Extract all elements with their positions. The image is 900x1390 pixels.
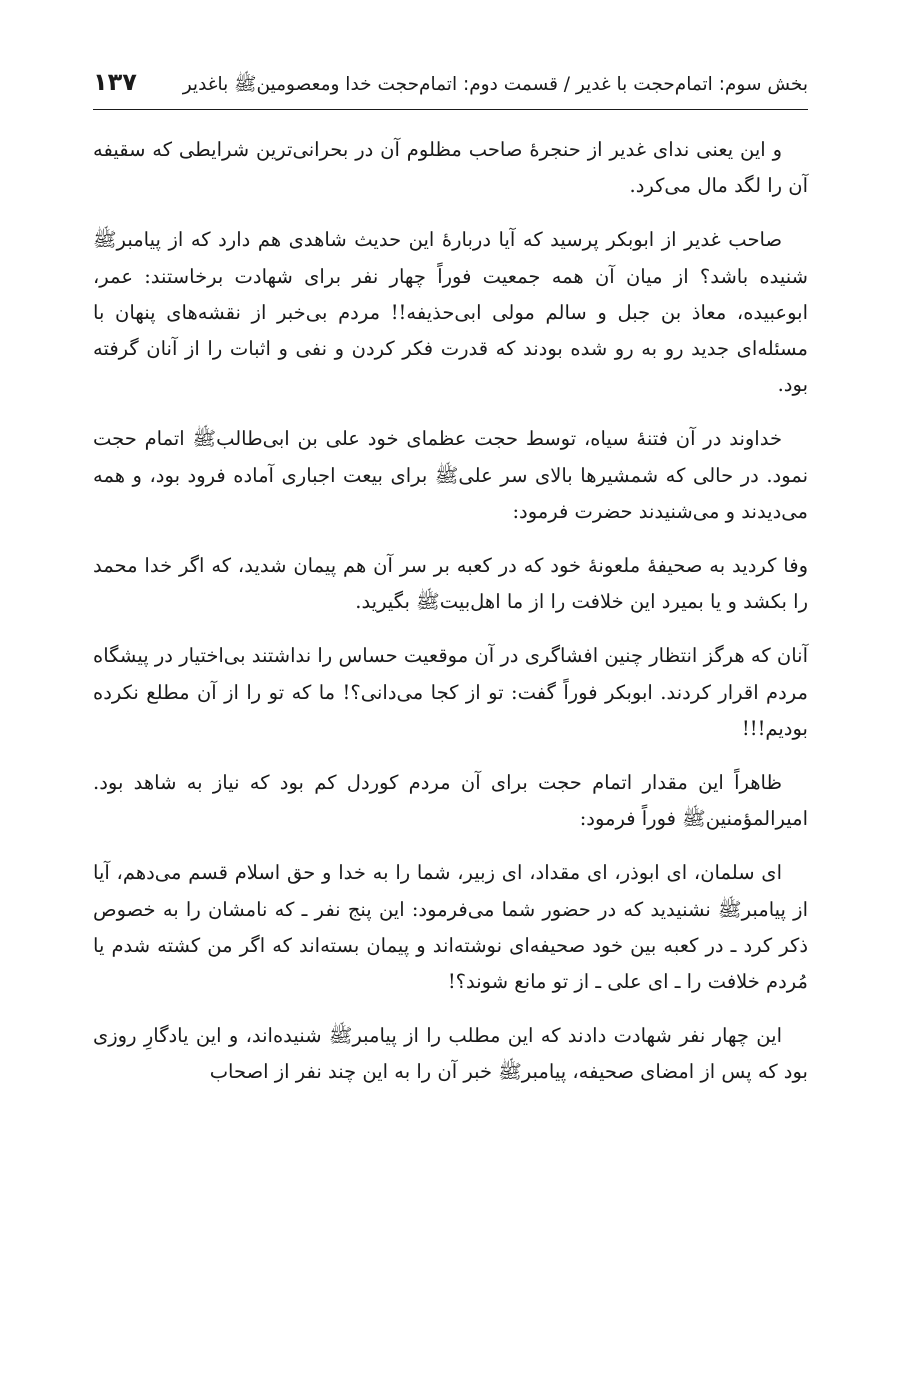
running-header	[93, 62, 808, 110]
paragraph-1: و این یعنی ندای غدیر از حنجرهٔ صاحب مظلوم آن در بحرانی‌ترین شرایطی که سقیفه آن را لگد مال می‌کرد.	[93, 138, 808, 198]
paragraph-3: خداوند در آن فتنهٔ سیاه، توسط حجت عظمای خود علی بن ابی‌طالبﷺ اتمام حجت نمود. در حالی که شمشیرها بالای سر علیﷺ برای بیعت اجباری آماده فرود بود، و همه می‌دیدند و می‌شنیدند حضرت فرمود:	[93, 427, 808, 523]
header-title: بخش سوم: اتمام‌حجت با غدیر / قسمت دوم: اتمام‌حجت خدا ومعصومینﷺ باغدیر	[182, 74, 808, 95]
paragraph-2: صاحب غدیر از ابوبکر پرسید که آیا دربارهٔ این حدیث شاهدی هم دارد که از پیامبرﷺ شنیده باشد؟ از میان آن همه جمعیت فوراً چهار نفر برای شهادت برخاستند: عمر، ابوعبیده، معاذ بن جبل و سالم مولی ابی‌حذیفه!! مردم بی‌خبر از نقشه‌های پنهان با مسئله‌ای جدید رو به رو شده بودند که قدرت فکر کردن و نفی و اثبات را از آنان گرفته بود.	[93, 228, 808, 397]
paragraph-6: ظاهراً این مقدار اتمام حجت برای آن مردم کوردل کم بود که نیاز به شاهد بود. امیرالمؤمنینﷺ فوراً فرمود:	[93, 771, 808, 831]
book-page	[93, 62, 808, 1091]
body-text	[93, 132, 808, 1091]
paragraph-quote-2: ای سلمان، ای ابوذر، ای مقداد، ای زبیر، شما را به خدا و حق اسلام قسم می‌دهم، آیا از پیامبرﷺ نشنیدید که در حضور شما می‌فرمود: این پنج نفر ـ که نامشان را به خصوص ذکر کرد ـ در کعبه بین خود صحیفه‌ای نوشته‌اند و پیمان بسته‌اند که اگر من کشته شدم یا مُردم خلافت را ـ ای علی ـ از تو مانع شوند؟!	[93, 861, 808, 994]
page-number: ۱۳۷	[93, 68, 137, 96]
paragraph-quote-1: وفا کردید به صحیفهٔ ملعونهٔ خود که در کعبه بر سر آن هم پیمان شدید، که اگر خدا محمد را بکشد و یا بمیرد این خلافت را از ما اهل‌بیتﷺ بگیرید.	[93, 554, 808, 614]
paragraph-8: این چهار نفر شهادت دادند که این مطلب را از پیامبرﷺ شنیده‌اند، و این یادگارِ روزی بود که پس از امضای صحیفه، پیامبرﷺ خبر آن را به این چند نفر از اصحاب	[93, 1024, 808, 1084]
paragraph-5: آنان که هرگز انتظار چنین افشاگری در آن موقعیت حساس را نداشتند بی‌اختیار در پیشگاه مردم اقرار کردند. ابوبکر فوراً گفت: تو از کجا می‌دانی؟! ما که تو را از آن مطلع نکرده بودیم!!!	[93, 644, 808, 740]
